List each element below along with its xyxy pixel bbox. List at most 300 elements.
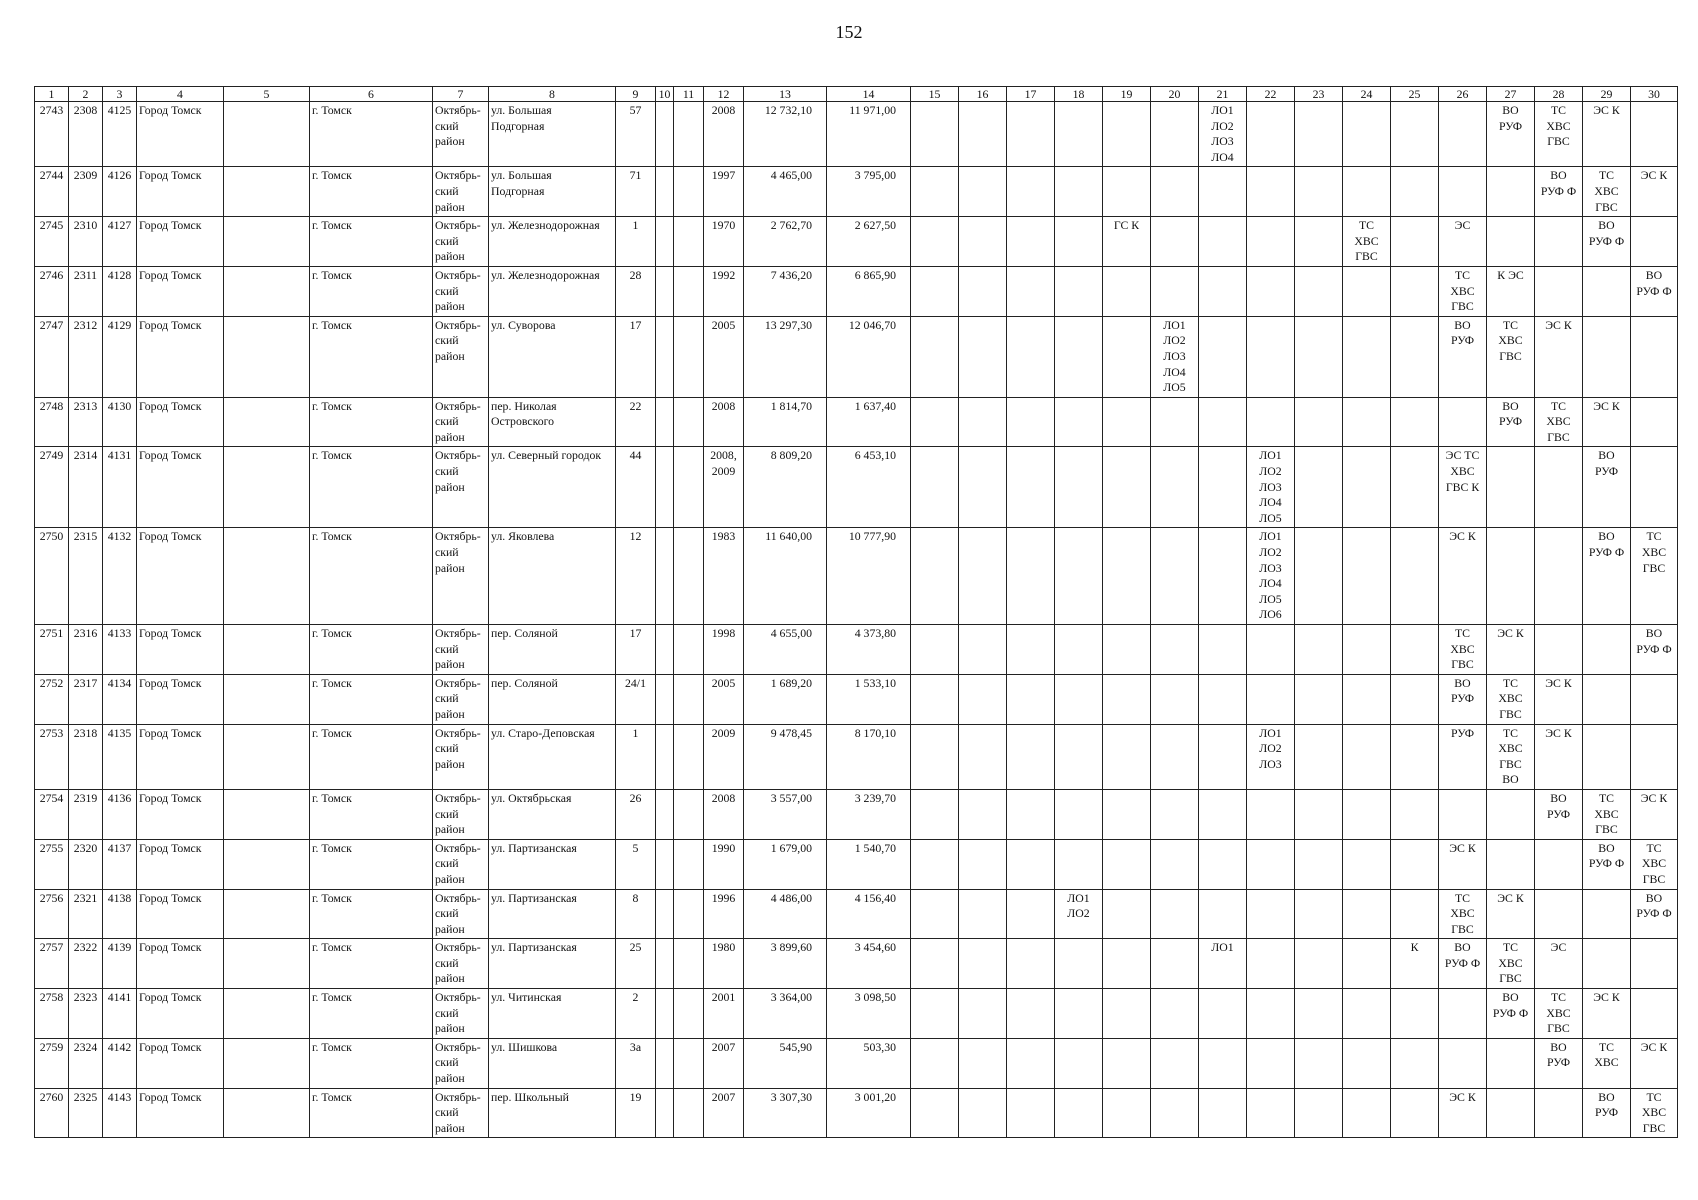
table-cell-col-23 <box>1295 1088 1343 1138</box>
table-cell-col-2: 2313 <box>69 397 103 447</box>
table-cell-col-11 <box>674 167 704 217</box>
table-cell-col-27: ТС ХВС ГВС <box>1487 316 1535 397</box>
table-cell-col-3: 4133 <box>103 625 137 675</box>
column-header-24: 24 <box>1343 87 1391 102</box>
table-cell-col-19 <box>1103 1038 1151 1088</box>
table-cell-col-28 <box>1535 447 1583 528</box>
table-cell-col-26: ЭС <box>1439 217 1487 267</box>
table-cell-col-9: 26 <box>616 789 656 839</box>
table-cell-col-24 <box>1343 167 1391 217</box>
table-row <box>35 217 1678 267</box>
table-cell-col-12: 1992 <box>704 266 744 316</box>
table-cell-col-23 <box>1295 674 1343 724</box>
table-cell-col-19 <box>1103 447 1151 528</box>
table-cell-col-25 <box>1391 625 1439 675</box>
table-cell-col-20 <box>1151 266 1199 316</box>
table-cell-col-23 <box>1295 217 1343 267</box>
column-header-22: 22 <box>1247 87 1295 102</box>
table-cell-col-15 <box>911 102 959 167</box>
table-cell-col-30 <box>1631 989 1678 1039</box>
table-cell-col-4: Город Томск <box>137 839 224 889</box>
table-cell-col-14: 8 170,10 <box>827 724 911 789</box>
table-row <box>35 839 1678 889</box>
table-cell-col-11 <box>674 528 704 625</box>
table-cell-col-18 <box>1055 217 1103 267</box>
table-cell-col-27: ВО РУФ <box>1487 397 1535 447</box>
table-cell-col-21 <box>1199 397 1247 447</box>
table-cell-col-11 <box>674 397 704 447</box>
table-cell-col-8: ул. Партизанская <box>489 939 616 989</box>
table-cell-col-2: 2321 <box>69 889 103 939</box>
table-cell-col-23 <box>1295 939 1343 989</box>
table-cell-col-18 <box>1055 316 1103 397</box>
table-cell-col-7: Октябрь- ский район <box>433 625 489 675</box>
table-cell-col-1: 2759 <box>35 1038 69 1088</box>
table-cell-col-9: 17 <box>616 316 656 397</box>
table-cell-col-29: ТС ХВС ГВС <box>1583 789 1631 839</box>
table-cell-col-12: 2007 <box>704 1088 744 1138</box>
table-cell-col-7: Октябрь- ский район <box>433 167 489 217</box>
table-cell-col-12: 2008 <box>704 397 744 447</box>
table-cell-col-1: 2746 <box>35 266 69 316</box>
table-cell-col-16 <box>959 1088 1007 1138</box>
table-cell-col-30: ЭС К <box>1631 789 1678 839</box>
table-cell-col-3: 4127 <box>103 217 137 267</box>
table-cell-col-28: ЭС К <box>1535 724 1583 789</box>
table-cell-col-11 <box>674 102 704 167</box>
table-cell-col-21 <box>1199 839 1247 889</box>
table-cell-col-2: 2319 <box>69 789 103 839</box>
table-cell-col-20 <box>1151 102 1199 167</box>
table-cell-col-5 <box>224 217 310 267</box>
table-cell-col-20 <box>1151 1088 1199 1138</box>
table-cell-col-4: Город Томск <box>137 316 224 397</box>
table-cell-col-17 <box>1007 989 1055 1039</box>
table-cell-col-25 <box>1391 724 1439 789</box>
table-cell-col-11 <box>674 789 704 839</box>
table-cell-col-27 <box>1487 528 1535 625</box>
table-cell-col-20 <box>1151 674 1199 724</box>
table-cell-col-14: 12 046,70 <box>827 316 911 397</box>
table-cell-col-19 <box>1103 939 1151 989</box>
table-cell-col-26: ЭС К <box>1439 528 1487 625</box>
table-cell-col-15 <box>911 447 959 528</box>
table-row <box>35 625 1678 675</box>
table-cell-col-5 <box>224 397 310 447</box>
table-cell-col-2: 2312 <box>69 316 103 397</box>
table-cell-col-7: Октябрь- ский район <box>433 939 489 989</box>
table-cell-col-19 <box>1103 789 1151 839</box>
table-cell-col-22 <box>1247 266 1295 316</box>
table-cell-col-2: 2314 <box>69 447 103 528</box>
table-cell-col-7: Октябрь- ский район <box>433 528 489 625</box>
table-cell-col-12: 2009 <box>704 724 744 789</box>
table-cell-col-27 <box>1487 789 1535 839</box>
table-cell-col-23 <box>1295 839 1343 889</box>
table-cell-col-10 <box>656 447 674 528</box>
table-cell-col-3: 4131 <box>103 447 137 528</box>
table-cell-col-17 <box>1007 266 1055 316</box>
table-cell-col-22 <box>1247 674 1295 724</box>
table-cell-col-2: 2322 <box>69 939 103 989</box>
table-cell-col-1: 2748 <box>35 397 69 447</box>
table-cell-col-29: ВО РУФ <box>1583 447 1631 528</box>
table-cell-col-30 <box>1631 674 1678 724</box>
table-cell-col-1: 2756 <box>35 889 69 939</box>
table-cell-col-18 <box>1055 1088 1103 1138</box>
table-row <box>35 397 1678 447</box>
table-cell-col-5 <box>224 939 310 989</box>
table-cell-col-21 <box>1199 447 1247 528</box>
table-cell-col-27: ВО РУФ Ф <box>1487 989 1535 1039</box>
table-cell-col-3: 4130 <box>103 397 137 447</box>
table-cell-col-9: 17 <box>616 625 656 675</box>
table-cell-col-13: 1 689,20 <box>744 674 827 724</box>
table-cell-col-24 <box>1343 989 1391 1039</box>
table-cell-col-29 <box>1583 674 1631 724</box>
table-cell-col-12: 2005 <box>704 316 744 397</box>
table-cell-col-5 <box>224 1038 310 1088</box>
table-cell-col-6: г. Томск <box>310 397 433 447</box>
table-cell-col-19 <box>1103 266 1151 316</box>
table-cell-col-8: ул. Читинская <box>489 989 616 1039</box>
table-cell-col-11 <box>674 217 704 267</box>
table-cell-col-10 <box>656 217 674 267</box>
table-cell-col-24 <box>1343 1038 1391 1088</box>
table-cell-col-11 <box>674 1038 704 1088</box>
table-cell-col-23 <box>1295 625 1343 675</box>
column-header-16: 16 <box>959 87 1007 102</box>
table-cell-col-5 <box>224 989 310 1039</box>
table-cell-col-28: ЭС К <box>1535 316 1583 397</box>
column-header-26: 26 <box>1439 87 1487 102</box>
table-cell-col-12: 1983 <box>704 528 744 625</box>
table-cell-col-3: 4141 <box>103 989 137 1039</box>
table-cell-col-14: 11 971,00 <box>827 102 911 167</box>
table-cell-col-1: 2760 <box>35 1088 69 1138</box>
table-cell-col-28 <box>1535 217 1583 267</box>
table-cell-col-19 <box>1103 102 1151 167</box>
table-cell-col-26: ТС ХВС ГВС <box>1439 266 1487 316</box>
table-cell-col-29 <box>1583 724 1631 789</box>
table-cell-col-26 <box>1439 789 1487 839</box>
table-cell-col-30 <box>1631 397 1678 447</box>
register-table <box>34 86 1678 1138</box>
table-cell-col-15 <box>911 789 959 839</box>
table-cell-col-16 <box>959 217 1007 267</box>
table-cell-col-23 <box>1295 266 1343 316</box>
table-cell-col-22 <box>1247 316 1295 397</box>
table-cell-col-24 <box>1343 674 1391 724</box>
table-cell-col-21: ЛО1 ЛО2 ЛО3 ЛО4 <box>1199 102 1247 167</box>
table-cell-col-11 <box>674 266 704 316</box>
table-cell-col-30 <box>1631 939 1678 989</box>
table-cell-col-12: 2008 <box>704 789 744 839</box>
table-cell-col-5 <box>224 266 310 316</box>
table-cell-col-13: 1 679,00 <box>744 839 827 889</box>
table-cell-col-30 <box>1631 316 1678 397</box>
table-cell-col-16 <box>959 528 1007 625</box>
table-cell-col-21 <box>1199 889 1247 939</box>
table-cell-col-8: ул. Яковлева <box>489 528 616 625</box>
table-cell-col-12: 2007 <box>704 1038 744 1088</box>
table-cell-col-1: 2747 <box>35 316 69 397</box>
table-cell-col-4: Город Томск <box>137 889 224 939</box>
table-cell-col-15 <box>911 625 959 675</box>
table-cell-col-24 <box>1343 316 1391 397</box>
table-cell-col-12: 1980 <box>704 939 744 989</box>
column-header-28: 28 <box>1535 87 1583 102</box>
table-cell-col-3: 4128 <box>103 266 137 316</box>
table-cell-col-8: пер. Соляной <box>489 674 616 724</box>
table-cell-col-15 <box>911 889 959 939</box>
table-cell-col-13: 545,90 <box>744 1038 827 1088</box>
table-cell-col-13: 3 899,60 <box>744 939 827 989</box>
table-cell-col-13: 8 809,20 <box>744 447 827 528</box>
table-cell-col-8: ул. Суворова <box>489 316 616 397</box>
table-cell-col-15 <box>911 989 959 1039</box>
table-cell-col-28 <box>1535 1088 1583 1138</box>
table-cell-col-15 <box>911 939 959 989</box>
table-cell-col-29 <box>1583 939 1631 989</box>
table-cell-col-19 <box>1103 1088 1151 1138</box>
table-cell-col-21 <box>1199 789 1247 839</box>
table-cell-col-18 <box>1055 102 1103 167</box>
table-cell-col-9: 25 <box>616 939 656 989</box>
table-cell-col-8: пер. Николая Островского <box>489 397 616 447</box>
table-cell-col-26 <box>1439 167 1487 217</box>
table-cell-col-1: 2743 <box>35 102 69 167</box>
table-cell-col-21 <box>1199 674 1247 724</box>
table-cell-col-10 <box>656 724 674 789</box>
table-cell-col-8: ул. Северный городок <box>489 447 616 528</box>
table-cell-col-5 <box>224 724 310 789</box>
table-cell-col-24 <box>1343 528 1391 625</box>
column-header-14: 14 <box>827 87 911 102</box>
table-cell-col-21 <box>1199 217 1247 267</box>
column-header-12: 12 <box>704 87 744 102</box>
table-cell-col-12: 2008 <box>704 102 744 167</box>
table-cell-col-27 <box>1487 1038 1535 1088</box>
table-cell-col-13: 7 436,20 <box>744 266 827 316</box>
table-cell-col-2: 2325 <box>69 1088 103 1138</box>
table-cell-col-29: ВО РУФ <box>1583 1088 1631 1138</box>
table-cell-col-18 <box>1055 625 1103 675</box>
table-cell-col-25 <box>1391 1088 1439 1138</box>
table-cell-col-6: г. Томск <box>310 447 433 528</box>
table-cell-col-16 <box>959 989 1007 1039</box>
table-row <box>35 528 1678 625</box>
table-cell-col-6: г. Томск <box>310 839 433 889</box>
table-row <box>35 266 1678 316</box>
table-cell-col-3: 4126 <box>103 167 137 217</box>
table-cell-col-25 <box>1391 217 1439 267</box>
table-cell-col-7: Октябрь- ский район <box>433 397 489 447</box>
column-header-2: 2 <box>69 87 103 102</box>
table-cell-col-26: ЭС ТС ХВС ГВС К <box>1439 447 1487 528</box>
table-cell-col-18 <box>1055 989 1103 1039</box>
table-cell-col-1: 2745 <box>35 217 69 267</box>
table-cell-col-25 <box>1391 167 1439 217</box>
table-cell-col-14: 3 098,50 <box>827 989 911 1039</box>
table-cell-col-22 <box>1247 167 1295 217</box>
table-cell-col-17 <box>1007 167 1055 217</box>
table-cell-col-6: г. Томск <box>310 625 433 675</box>
column-header-3: 3 <box>103 87 137 102</box>
table-cell-col-4: Город Томск <box>137 939 224 989</box>
table-cell-col-9: 3а <box>616 1038 656 1088</box>
table-cell-col-16 <box>959 939 1007 989</box>
column-header-1: 1 <box>35 87 69 102</box>
table-cell-col-14: 3 001,20 <box>827 1088 911 1138</box>
table-cell-col-19 <box>1103 397 1151 447</box>
table-cell-col-29 <box>1583 266 1631 316</box>
table-cell-col-26 <box>1439 397 1487 447</box>
table-cell-col-8: ул. Октябрьская <box>489 789 616 839</box>
table-cell-col-18: ЛО1 ЛО2 <box>1055 889 1103 939</box>
table-cell-col-4: Город Томск <box>137 447 224 528</box>
table-cell-col-22 <box>1247 839 1295 889</box>
table-cell-col-15 <box>911 839 959 889</box>
table-cell-col-8: ул. Железнодорожная <box>489 266 616 316</box>
table-cell-col-26: ВО РУФ Ф <box>1439 939 1487 989</box>
table-cell-col-27 <box>1487 839 1535 889</box>
table-cell-col-5 <box>224 889 310 939</box>
table-cell-col-7: Октябрь- ский район <box>433 447 489 528</box>
table-cell-col-7: Октябрь- ский район <box>433 316 489 397</box>
table-cell-col-4: Город Томск <box>137 528 224 625</box>
table-cell-col-24 <box>1343 266 1391 316</box>
table-cell-col-27: ТС ХВС ГВС <box>1487 939 1535 989</box>
table-cell-col-15 <box>911 266 959 316</box>
table-cell-col-12: 1990 <box>704 839 744 889</box>
table-cell-col-5 <box>224 167 310 217</box>
table-cell-col-1: 2751 <box>35 625 69 675</box>
table-cell-col-23 <box>1295 447 1343 528</box>
table-cell-col-28: ТС ХВС ГВС <box>1535 397 1583 447</box>
table-cell-col-3: 4143 <box>103 1088 137 1138</box>
table-cell-col-27 <box>1487 447 1535 528</box>
table-cell-col-18 <box>1055 167 1103 217</box>
table-cell-col-6: г. Томск <box>310 939 433 989</box>
table-cell-col-29: ЭС К <box>1583 989 1631 1039</box>
table-cell-col-6: г. Томск <box>310 1038 433 1088</box>
table-cell-col-16 <box>959 1038 1007 1088</box>
table-cell-col-9: 8 <box>616 889 656 939</box>
table-cell-col-9: 22 <box>616 397 656 447</box>
table-cell-col-22 <box>1247 102 1295 167</box>
column-header-8: 8 <box>489 87 616 102</box>
table-cell-col-5 <box>224 102 310 167</box>
table-cell-col-17 <box>1007 839 1055 889</box>
column-header-23: 23 <box>1295 87 1343 102</box>
table-cell-col-13: 1 814,70 <box>744 397 827 447</box>
table-cell-col-16 <box>959 167 1007 217</box>
table-row <box>35 1038 1678 1088</box>
table-cell-col-3: 4139 <box>103 939 137 989</box>
table-cell-col-17 <box>1007 625 1055 675</box>
table-cell-col-12: 1998 <box>704 625 744 675</box>
table-cell-col-11 <box>674 724 704 789</box>
table-cell-col-27 <box>1487 167 1535 217</box>
table-cell-col-26 <box>1439 102 1487 167</box>
table-cell-col-2: 2318 <box>69 724 103 789</box>
table-cell-col-17 <box>1007 674 1055 724</box>
table-cell-col-20 <box>1151 625 1199 675</box>
table-cell-col-17 <box>1007 1088 1055 1138</box>
table-cell-col-28 <box>1535 528 1583 625</box>
table-row <box>35 316 1678 397</box>
table-cell-col-25 <box>1391 266 1439 316</box>
table-cell-col-11 <box>674 939 704 989</box>
table-cell-col-5 <box>224 316 310 397</box>
table-cell-col-1: 2753 <box>35 724 69 789</box>
table-cell-col-24 <box>1343 1088 1391 1138</box>
table-cell-col-22 <box>1247 889 1295 939</box>
table-cell-col-16 <box>959 102 1007 167</box>
table-cell-col-9: 2 <box>616 989 656 1039</box>
table-cell-col-9: 19 <box>616 1088 656 1138</box>
table-cell-col-8: ул. Партизанская <box>489 889 616 939</box>
table-cell-col-10 <box>656 625 674 675</box>
table-cell-col-4: Город Томск <box>137 217 224 267</box>
table-cell-col-4: Город Томск <box>137 674 224 724</box>
table-cell-col-29: ВО РУФ Ф <box>1583 528 1631 625</box>
table-cell-col-20 <box>1151 167 1199 217</box>
table-cell-col-10 <box>656 674 674 724</box>
table-cell-col-21 <box>1199 1088 1247 1138</box>
table-cell-col-5 <box>224 447 310 528</box>
table-cell-col-4: Город Томск <box>137 167 224 217</box>
table-cell-col-14: 3 239,70 <box>827 789 911 839</box>
table-cell-col-16 <box>959 789 1007 839</box>
table-cell-col-17 <box>1007 217 1055 267</box>
table-row <box>35 789 1678 839</box>
table-cell-col-18 <box>1055 397 1103 447</box>
column-header-30: 30 <box>1631 87 1678 102</box>
table-cell-col-8: пер. Соляной <box>489 625 616 675</box>
table-cell-col-29: ВО РУФ Ф <box>1583 839 1631 889</box>
table-cell-col-14: 1 533,10 <box>827 674 911 724</box>
table-cell-col-28: ЭС <box>1535 939 1583 989</box>
table-cell-col-22: ЛО1 ЛО2 ЛО3 <box>1247 724 1295 789</box>
table-cell-col-16 <box>959 674 1007 724</box>
table-cell-col-14: 4 373,80 <box>827 625 911 675</box>
table-cell-col-18 <box>1055 939 1103 989</box>
table-cell-col-12: 1970 <box>704 217 744 267</box>
table-cell-col-7: Октябрь- ский район <box>433 1038 489 1088</box>
table-cell-col-30: ВО РУФ Ф <box>1631 625 1678 675</box>
table-cell-col-10 <box>656 102 674 167</box>
table-cell-col-24 <box>1343 789 1391 839</box>
table-cell-col-14: 2 627,50 <box>827 217 911 267</box>
table-cell-col-18 <box>1055 1038 1103 1088</box>
table-cell-col-16 <box>959 316 1007 397</box>
table-cell-col-2: 2324 <box>69 1038 103 1088</box>
table-cell-col-11 <box>674 674 704 724</box>
table-cell-col-30: ЭС К <box>1631 1038 1678 1088</box>
table-cell-col-24 <box>1343 889 1391 939</box>
table-cell-col-9: 57 <box>616 102 656 167</box>
table-cell-col-6: г. Томск <box>310 102 433 167</box>
table-cell-col-5 <box>224 839 310 889</box>
table-cell-col-17 <box>1007 447 1055 528</box>
table-cell-col-12: 1996 <box>704 889 744 939</box>
table-cell-col-22: ЛО1 ЛО2 ЛО3 ЛО4 ЛО5 <box>1247 447 1295 528</box>
table-cell-col-7: Октябрь- ский район <box>433 1088 489 1138</box>
table-cell-col-13: 9 478,45 <box>744 724 827 789</box>
column-header-29: 29 <box>1583 87 1631 102</box>
